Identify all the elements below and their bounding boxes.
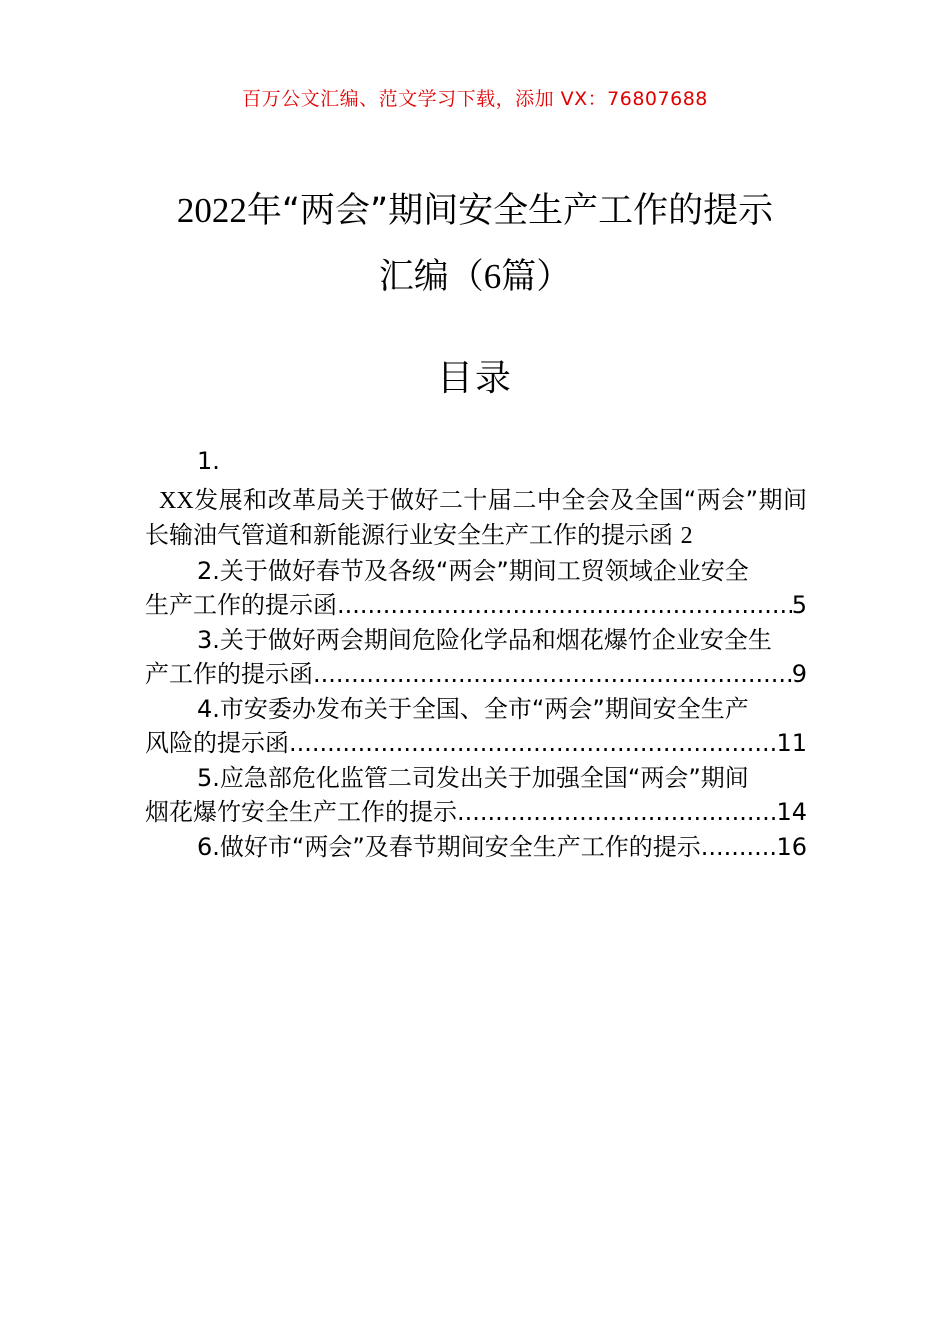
toc-entry-2-line2: 生产工作的提示函 <box>145 591 337 619</box>
toc-entry-5-line1: 5.应急部危化监管二司发出关于加强全国“两会”期间 <box>197 763 749 792</box>
title-line-1-text: 年“两会”期间安全生产工作的提示 <box>246 191 774 231</box>
toc-heading: 目录 <box>436 358 513 399</box>
toc-entry-6-page: 16 <box>776 832 807 861</box>
toc-entry-2[interactable] <box>145 554 807 623</box>
toc-entry-4-line2: 风险的提示函 <box>145 729 289 757</box>
toc-entry-1-number: 1. <box>197 447 220 475</box>
toc-leader-dots <box>337 588 792 623</box>
toc-entry-2-line1: 2.关于做好春节及各级“两会”期间工贸领域企业安全 <box>197 556 749 585</box>
toc-entry-5-page: 14 <box>776 798 807 826</box>
toc-entry-5[interactable] <box>145 761 807 830</box>
table-of-contents <box>145 444 807 864</box>
toc-entry-4[interactable] <box>145 692 807 761</box>
toc-leader-dots <box>701 830 777 865</box>
toc-entry-5-line2: 烟花爆竹安全生产工作的提示 <box>145 798 457 826</box>
toc-entry-1[interactable] <box>145 444 807 554</box>
title-line-2 <box>120 244 830 310</box>
title-year: 2022 <box>176 191 247 230</box>
document-title <box>120 178 830 310</box>
toc-entry-6-text: 6.做好市“两会”及春节期间安全生产工作的提示 <box>197 832 701 861</box>
promo-header-note: 百万公文汇编、范文学习下载，添加 VX：76807688 <box>242 88 708 110</box>
toc-entry-1-body <box>145 483 807 554</box>
toc-entry-3-line1: 3.关于做好两会期间危险化学品和烟花爆竹企业安全生 <box>197 625 772 654</box>
title-count: 6 <box>483 257 502 296</box>
toc-entry-1-prefix: XX <box>159 487 194 514</box>
toc-entry-4-page: 11 <box>776 729 807 757</box>
toc-entry-2-line2-row <box>145 588 807 623</box>
toc-entry-2-page: 5 <box>791 591 807 619</box>
toc-leader-dots <box>289 726 776 761</box>
title-line-2-prefix: 汇编（ <box>378 257 484 297</box>
toc-entry-1-text: 发展和改革局关于做好二十届二中全会及全国“两会”期间长输油气管道和新能源行业安全生产工作的提示函 <box>145 485 807 549</box>
toc-entry-4-line1: 4.市安委办发布关于全国、全市“两会”期间安全生产 <box>197 694 749 723</box>
toc-leader-dots <box>313 657 792 692</box>
toc-entry-6[interactable] <box>145 830 807 865</box>
toc-leader-dots <box>457 795 776 830</box>
title-line-2-suffix: 篇） <box>501 257 572 297</box>
toc-entry-3-page: 9 <box>791 660 807 688</box>
toc-entry-1-page: 2 <box>680 523 693 549</box>
toc-entry-3-line2: 产工作的提示函 <box>145 660 313 688</box>
toc-entry-4-line2-row <box>145 726 807 761</box>
toc-entry-5-line2-row <box>145 795 807 830</box>
toc-entry-3[interactable] <box>145 623 807 692</box>
title-line-1 <box>120 178 830 244</box>
toc-entry-3-line2-row <box>145 657 807 692</box>
